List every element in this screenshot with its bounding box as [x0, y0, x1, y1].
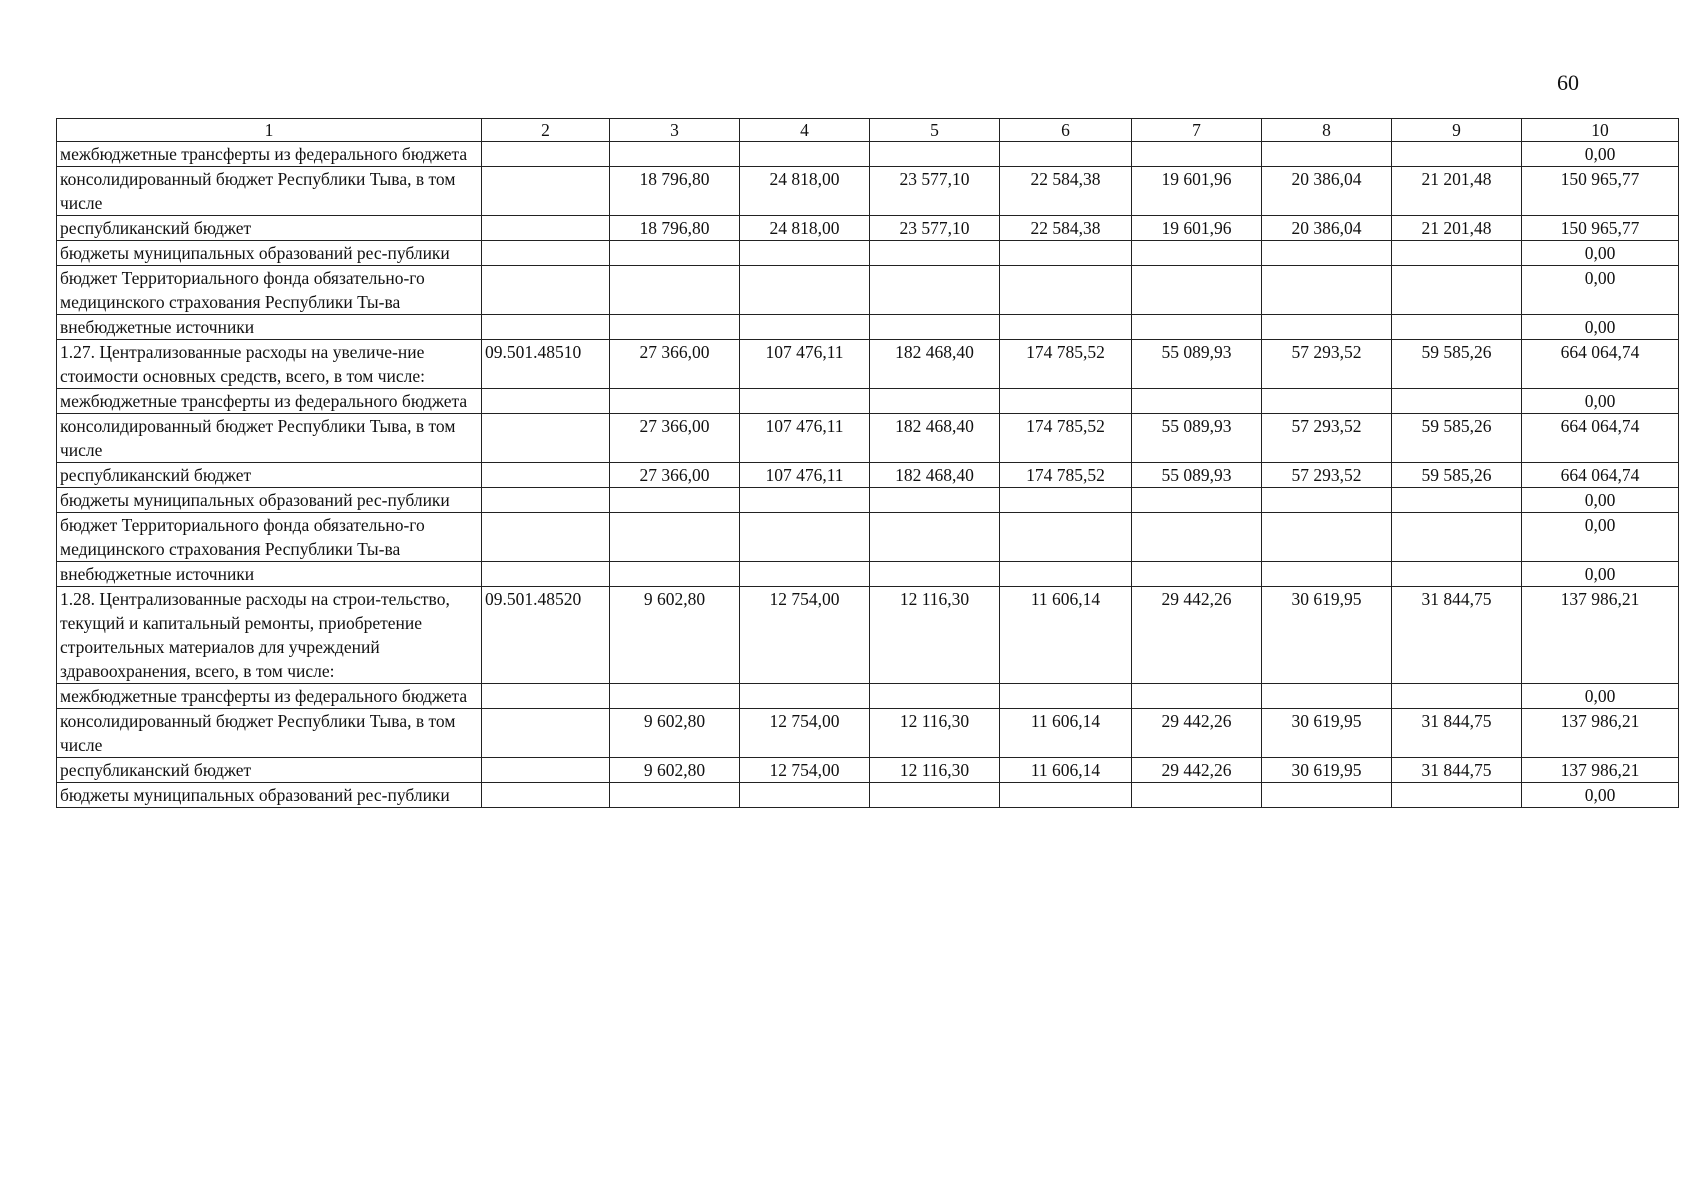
column-number: 6 — [1000, 119, 1132, 142]
row-label: консолидированный бюджет Республики Тыва, в том числе — [57, 414, 482, 463]
year-value — [870, 562, 1000, 587]
column-number: 4 — [740, 119, 870, 142]
year-value: 23 577,10 — [870, 216, 1000, 241]
table-row — [57, 167, 1679, 216]
budget-code — [482, 142, 610, 167]
total-value: 150 965,77 — [1522, 167, 1679, 216]
row-label: межбюджетные трансферты из федерального бюджета — [57, 142, 482, 167]
year-value: 12 116,30 — [870, 709, 1000, 758]
year-value: 57 293,52 — [1262, 463, 1392, 488]
year-value: 21 201,48 — [1392, 167, 1522, 216]
row-label: республиканский бюджет — [57, 463, 482, 488]
year-value — [1392, 783, 1522, 808]
year-value — [740, 241, 870, 266]
table-row — [57, 587, 1679, 684]
year-value — [1392, 684, 1522, 709]
table-row — [57, 340, 1679, 389]
budget-code: 09.501.48510 — [482, 340, 610, 389]
year-value — [1000, 783, 1132, 808]
total-value: 0,00 — [1522, 513, 1679, 562]
row-label: внебюджетные источники — [57, 562, 482, 587]
row-label: бюджеты муниципальных образований рес-публики — [57, 783, 482, 808]
year-value — [1262, 562, 1392, 587]
budget-table — [56, 118, 1679, 808]
row-label: 1.28. Централизованные расходы на строи-тельство, текущий и капитальный ремонты, приобретение строительных материалов для учреждений здравоохранения, всего, в том числе: — [57, 587, 482, 684]
table-row — [57, 513, 1679, 562]
table-row — [57, 783, 1679, 808]
year-value — [1392, 142, 1522, 167]
year-value — [610, 783, 740, 808]
year-value: 59 585,26 — [1392, 463, 1522, 488]
page-number: 60 — [1557, 70, 1579, 95]
table-row — [57, 266, 1679, 315]
total-value: 664 064,74 — [1522, 340, 1679, 389]
budget-code — [482, 513, 610, 562]
row-label: бюджет Территориального фонда обязательно-го медицинского страхования Республики Ты-ва — [57, 513, 482, 562]
year-value: 12 116,30 — [870, 758, 1000, 783]
year-value — [870, 315, 1000, 340]
year-value — [1262, 315, 1392, 340]
total-value: 0,00 — [1522, 241, 1679, 266]
year-value: 27 366,00 — [610, 414, 740, 463]
year-value — [1132, 142, 1262, 167]
year-value: 23 577,10 — [870, 167, 1000, 216]
year-value — [610, 241, 740, 266]
year-value — [740, 315, 870, 340]
year-value — [1000, 315, 1132, 340]
total-value: 150 965,77 — [1522, 216, 1679, 241]
year-value — [1132, 241, 1262, 266]
year-value — [1262, 488, 1392, 513]
year-value: 174 785,52 — [1000, 463, 1132, 488]
year-value: 57 293,52 — [1262, 414, 1392, 463]
total-value: 0,00 — [1522, 142, 1679, 167]
year-value — [1262, 241, 1392, 266]
table-row — [57, 463, 1679, 488]
year-value: 29 442,26 — [1132, 587, 1262, 684]
year-value — [870, 142, 1000, 167]
table-row — [57, 488, 1679, 513]
year-value — [1262, 684, 1392, 709]
budget-code: 09.501.48520 — [482, 587, 610, 684]
budget-code — [482, 463, 610, 488]
row-label: бюджет Территориального фонда обязательно-го медицинского страхования Республики Ты-ва — [57, 266, 482, 315]
year-value: 19 601,96 — [1132, 216, 1262, 241]
budget-code — [482, 167, 610, 216]
table-row — [57, 389, 1679, 414]
table-row — [57, 216, 1679, 241]
year-value — [1000, 488, 1132, 513]
year-value — [1000, 389, 1132, 414]
year-value: 9 602,80 — [610, 709, 740, 758]
budget-code — [482, 783, 610, 808]
year-value: 12 116,30 — [870, 587, 1000, 684]
column-number: 2 — [482, 119, 610, 142]
year-value: 30 619,95 — [1262, 758, 1392, 783]
year-value: 12 754,00 — [740, 758, 870, 783]
budget-code — [482, 562, 610, 587]
year-value: 20 386,04 — [1262, 216, 1392, 241]
total-value: 664 064,74 — [1522, 414, 1679, 463]
column-number: 1 — [57, 119, 482, 142]
year-value — [1392, 488, 1522, 513]
year-value — [1392, 241, 1522, 266]
row-label: республиканский бюджет — [57, 758, 482, 783]
row-label: бюджеты муниципальных образований рес-публики — [57, 241, 482, 266]
year-value: 30 619,95 — [1262, 709, 1392, 758]
year-value: 174 785,52 — [1000, 340, 1132, 389]
year-value — [1262, 142, 1392, 167]
year-value: 20 386,04 — [1262, 167, 1392, 216]
total-value: 0,00 — [1522, 488, 1679, 513]
year-value — [1000, 513, 1132, 562]
total-value: 0,00 — [1522, 562, 1679, 587]
year-value — [870, 389, 1000, 414]
year-value — [870, 513, 1000, 562]
budget-code — [482, 488, 610, 513]
year-value: 59 585,26 — [1392, 340, 1522, 389]
total-value: 0,00 — [1522, 315, 1679, 340]
year-value — [1132, 315, 1262, 340]
year-value: 12 754,00 — [740, 709, 870, 758]
table-row — [57, 414, 1679, 463]
year-value: 21 201,48 — [1392, 216, 1522, 241]
year-value — [870, 241, 1000, 266]
table-row — [57, 709, 1679, 758]
year-value — [870, 783, 1000, 808]
year-value — [1132, 266, 1262, 315]
year-value: 24 818,00 — [740, 167, 870, 216]
year-value — [1132, 783, 1262, 808]
year-value: 55 089,93 — [1132, 463, 1262, 488]
budget-code — [482, 414, 610, 463]
year-value: 107 476,11 — [740, 414, 870, 463]
year-value — [1392, 562, 1522, 587]
year-value — [610, 562, 740, 587]
year-value — [1262, 513, 1392, 562]
year-value: 19 601,96 — [1132, 167, 1262, 216]
table-row — [57, 142, 1679, 167]
year-value: 11 606,14 — [1000, 758, 1132, 783]
table-row — [57, 241, 1679, 266]
total-value: 0,00 — [1522, 783, 1679, 808]
year-value: 12 754,00 — [740, 587, 870, 684]
budget-code — [482, 241, 610, 266]
budget-code — [482, 684, 610, 709]
year-value — [1392, 315, 1522, 340]
year-value: 182 468,40 — [870, 340, 1000, 389]
total-value: 137 986,21 — [1522, 587, 1679, 684]
row-label: межбюджетные трансферты из федерального бюджета — [57, 389, 482, 414]
column-number: 8 — [1262, 119, 1392, 142]
year-value: 59 585,26 — [1392, 414, 1522, 463]
year-value — [1262, 266, 1392, 315]
year-value: 31 844,75 — [1392, 587, 1522, 684]
year-value: 18 796,80 — [610, 167, 740, 216]
year-value — [870, 684, 1000, 709]
year-value — [1000, 562, 1132, 587]
year-value — [1000, 241, 1132, 266]
column-number: 9 — [1392, 119, 1522, 142]
budget-code — [482, 315, 610, 340]
year-value: 11 606,14 — [1000, 709, 1132, 758]
table-row — [57, 758, 1679, 783]
year-value — [1000, 684, 1132, 709]
budget-code — [482, 216, 610, 241]
column-number: 10 — [1522, 119, 1679, 142]
row-label: бюджеты муниципальных образований рес-публики — [57, 488, 482, 513]
year-value — [870, 266, 1000, 315]
year-value — [610, 266, 740, 315]
year-value — [610, 389, 740, 414]
year-value: 29 442,26 — [1132, 758, 1262, 783]
year-value: 107 476,11 — [740, 463, 870, 488]
table-row — [57, 562, 1679, 587]
year-value — [870, 488, 1000, 513]
year-value — [740, 266, 870, 315]
year-value: 24 818,00 — [740, 216, 870, 241]
year-value — [610, 488, 740, 513]
year-value — [1262, 783, 1392, 808]
year-value: 174 785,52 — [1000, 414, 1132, 463]
budget-code — [482, 758, 610, 783]
year-value: 182 468,40 — [870, 414, 1000, 463]
total-value: 0,00 — [1522, 266, 1679, 315]
year-value — [610, 684, 740, 709]
year-value — [1132, 389, 1262, 414]
row-label: межбюджетные трансферты из федерального бюджета — [57, 684, 482, 709]
year-value: 22 584,38 — [1000, 216, 1132, 241]
year-value: 107 476,11 — [740, 340, 870, 389]
year-value — [740, 142, 870, 167]
year-value — [1132, 684, 1262, 709]
year-value: 18 796,80 — [610, 216, 740, 241]
column-number: 7 — [1132, 119, 1262, 142]
year-value: 55 089,93 — [1132, 414, 1262, 463]
year-value — [740, 783, 870, 808]
year-value: 29 442,26 — [1132, 709, 1262, 758]
year-value: 27 366,00 — [610, 463, 740, 488]
total-value: 0,00 — [1522, 389, 1679, 414]
column-number-header — [57, 119, 1679, 142]
row-label: консолидированный бюджет Республики Тыва, в том числе — [57, 167, 482, 216]
year-value — [740, 389, 870, 414]
year-value: 55 089,93 — [1132, 340, 1262, 389]
year-value — [1132, 562, 1262, 587]
row-label: республиканский бюджет — [57, 216, 482, 241]
total-value: 664 064,74 — [1522, 463, 1679, 488]
budget-code — [482, 709, 610, 758]
year-value — [610, 315, 740, 340]
year-value — [610, 513, 740, 562]
year-value — [1132, 513, 1262, 562]
year-value — [740, 684, 870, 709]
year-value — [1262, 389, 1392, 414]
year-value: 22 584,38 — [1000, 167, 1132, 216]
budget-code — [482, 266, 610, 315]
table-row — [57, 315, 1679, 340]
year-value — [1000, 142, 1132, 167]
budget-code — [482, 389, 610, 414]
year-value: 11 606,14 — [1000, 587, 1132, 684]
column-number: 3 — [610, 119, 740, 142]
year-value: 9 602,80 — [610, 587, 740, 684]
year-value: 31 844,75 — [1392, 758, 1522, 783]
year-value — [610, 142, 740, 167]
row-label: 1.27. Централизованные расходы на увеличе-ние стоимости основных средств, всего, в том числе: — [57, 340, 482, 389]
year-value — [1392, 389, 1522, 414]
year-value: 31 844,75 — [1392, 709, 1522, 758]
year-value — [1392, 513, 1522, 562]
total-value: 137 986,21 — [1522, 709, 1679, 758]
year-value — [1000, 266, 1132, 315]
year-value — [740, 488, 870, 513]
year-value — [740, 513, 870, 562]
column-number: 5 — [870, 119, 1000, 142]
year-value — [1132, 488, 1262, 513]
year-value: 9 602,80 — [610, 758, 740, 783]
row-label: внебюджетные источники — [57, 315, 482, 340]
year-value: 27 366,00 — [610, 340, 740, 389]
total-value: 137 986,21 — [1522, 758, 1679, 783]
year-value: 30 619,95 — [1262, 587, 1392, 684]
year-value: 182 468,40 — [870, 463, 1000, 488]
table-row — [57, 684, 1679, 709]
year-value — [740, 562, 870, 587]
row-label: консолидированный бюджет Республики Тыва, в том числе — [57, 709, 482, 758]
year-value — [1392, 266, 1522, 315]
total-value: 0,00 — [1522, 684, 1679, 709]
year-value: 57 293,52 — [1262, 340, 1392, 389]
